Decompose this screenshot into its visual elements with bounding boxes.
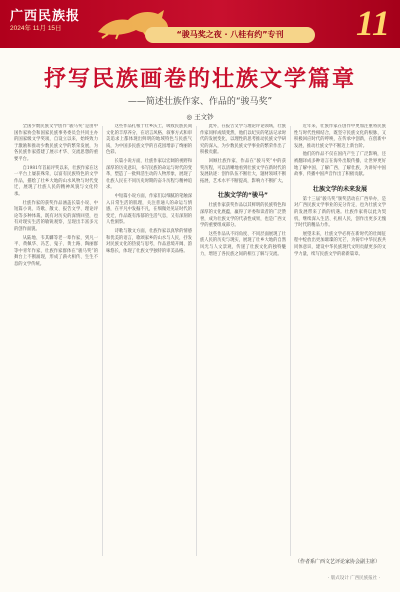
text-column-4	[294, 124, 386, 554]
article-byline: ◎ 王文钞	[186, 113, 214, 121]
author-note: （作者系广西文艺评论家协会副主席）	[294, 559, 380, 565]
publication-date: 2024年 11月 15日	[10, 25, 62, 32]
text-column-1	[14, 124, 98, 554]
paragraph: 长篇小说方面，壮族作家以宏阔的视野和深厚的历史意识，书写民族的命运与时代的变革，塑造了一批鲜活生动的人物形象，展现了壮族人民在不同历史时期的奋斗历程与精神追求。	[106, 158, 192, 191]
masthead: 广西民族报	[10, 8, 81, 23]
page-footer: · 版式设计 广西民族报社 ·	[327, 576, 380, 581]
text-column-2	[106, 124, 192, 554]
column-divider	[196, 126, 197, 556]
paragraph: 全国少数民族文学创作“骏马奖”是由中国作家协会和国家民族事务委员会共同主办的国家级文学奖项，自设立以来，始终致力于激励和推动少数民族文学的繁荣发展，为各民族作家搭建了展示才华、交流思想的重要平台。	[14, 124, 98, 162]
paragraph: 第十三届“骏马奖”颁奖活动在广西举办，是对广西民族文学事业的充分肯定，也为壮族文学的发展带来了新的机遇。壮族作家将以此为契机，继续深入生活、扎根人民，创作出更多无愧于时代的精品力作。	[294, 196, 386, 229]
article-title: 抒写民族画卷的壮族文学篇章	[43, 67, 356, 92]
special-edition-tag: “骏马奖之夜 · 八桂有约”专刊	[145, 27, 315, 43]
page-number: 11	[355, 3, 390, 43]
paragraph: 这些作品扎根于壮乡沃土，吸收民族民间文化的丰厚养分，在语言风格、叙事方式和审美追求上都体现出鲜明的地域特色与民族气质，为中国多民族文学的百花园增添了绚丽的色彩。	[106, 124, 192, 156]
paragraph: 壮族作家的获奖作品涵盖长篇小说、中短篇小说、诗歌、散文、报告文学、理论评论等多种体裁，既有对历史的深情回望，也有对现实生活的敏锐观察，呈现出丰富多元的创作面貌。	[14, 200, 98, 232]
column-divider	[290, 126, 291, 556]
paragraph: 中短篇小说方面，作家们以细腻的笔触深入日常生活的肌理，关注普通人的命运与情感，在平凡中发掘不凡，在细微处见证时代的变迁，作品既有浓郁的生活气息，又有深刻的人性洞察。	[106, 193, 192, 226]
paragraph: 展望未来，壮族文学必将在新时代的壮阔征程中绽放出更加璀璨的光芒，为铸牢中华民族共同体意识、建设中华民族现代文明贡献更多的文学力量，续写民族文学的崭新篇章。	[294, 231, 386, 257]
paragraph: 从陆地、韦其麟等老一辈作家，到凡一平、黄佩华、冯艺、鬼子、黄土路、陶丽群等中青年作家，壮族作家群体在“骏马奖”的舞台上不断涌现，形成了薪火相传、生生不息的文学传统。	[14, 235, 98, 267]
paragraph: 近年来，壮族作家在创作中更加注重将民族性与时代性相结合，既坚守民族文化的根脉，又积极回应时代的呼唤，在传承中创新，在创新中发展，推动壮族文学不断迈上新台阶。	[294, 124, 386, 149]
section-heading: 壮族文学的“骏马”	[218, 192, 268, 200]
paragraph: 回顾壮族作家、作品在“骏马奖”中的获奖历程，可以清晰地看到壮族文学在新时代的发展轨迹：创作队伍不断壮大，题材领域不断拓展，艺术水平不断提高，影响力不断扩大。	[200, 158, 286, 184]
section-heading: 壮族文学的未来发展	[312, 185, 367, 193]
column-divider	[102, 126, 103, 556]
paragraph: 这些作品从不同角度、不同层面展现了壮族人民的历史与现实，展现了壮乡大地的自然风光与人文景观，传递了壮族文化的独特魅力，增进了各民族之间的相互了解与交流。	[200, 231, 286, 257]
paragraph: 此外，在报告文学与理论评论领域，壮族作家同样成绩斐然，他们以纪实的笔法记录时代的发展变化，以理性的思考推动民族文学研究的深入，为少数民族文学事业的繁荣作出了积极贡献。	[200, 124, 286, 156]
paragraph: 他们的作品不仅在国内产生了广泛影响，还被翻译成多种语言在海外出版传播，让世界更好地了解中国、了解广西、了解壮族，为讲好中国故事、传播中国声音作出了积极贡献。	[294, 152, 386, 178]
paragraph: 自1981年首届评奖以来，壮族作家在这一平台上屡获殊荣，以富有民族特色的文学作品，描绘了壮乡大地的山水风物与时代变迁，展现了壮族人民的精神风貌与文化传承。	[14, 165, 98, 197]
article-subtitle: ——简述壮族作家、作品的“骏马奖”	[127, 97, 273, 107]
paragraph: 诗歌与散文方面，壮族作家以真挚的情感和优美的语言，歌颂家乡的山水与人民，抒发对民族文化的热爱与思考，作品意境开阔、韵味悠长，体现了壮族文学独特的审美品格。	[106, 228, 192, 254]
text-column-3	[200, 124, 286, 554]
paragraph: 壮族作家获奖作品以其鲜明的民族特色和深厚的文化底蕴，赢得了评委和读者的广泛赞誉，成为壮族文学的代表性成果，也是广西文学的重要组成部分。	[200, 203, 286, 229]
